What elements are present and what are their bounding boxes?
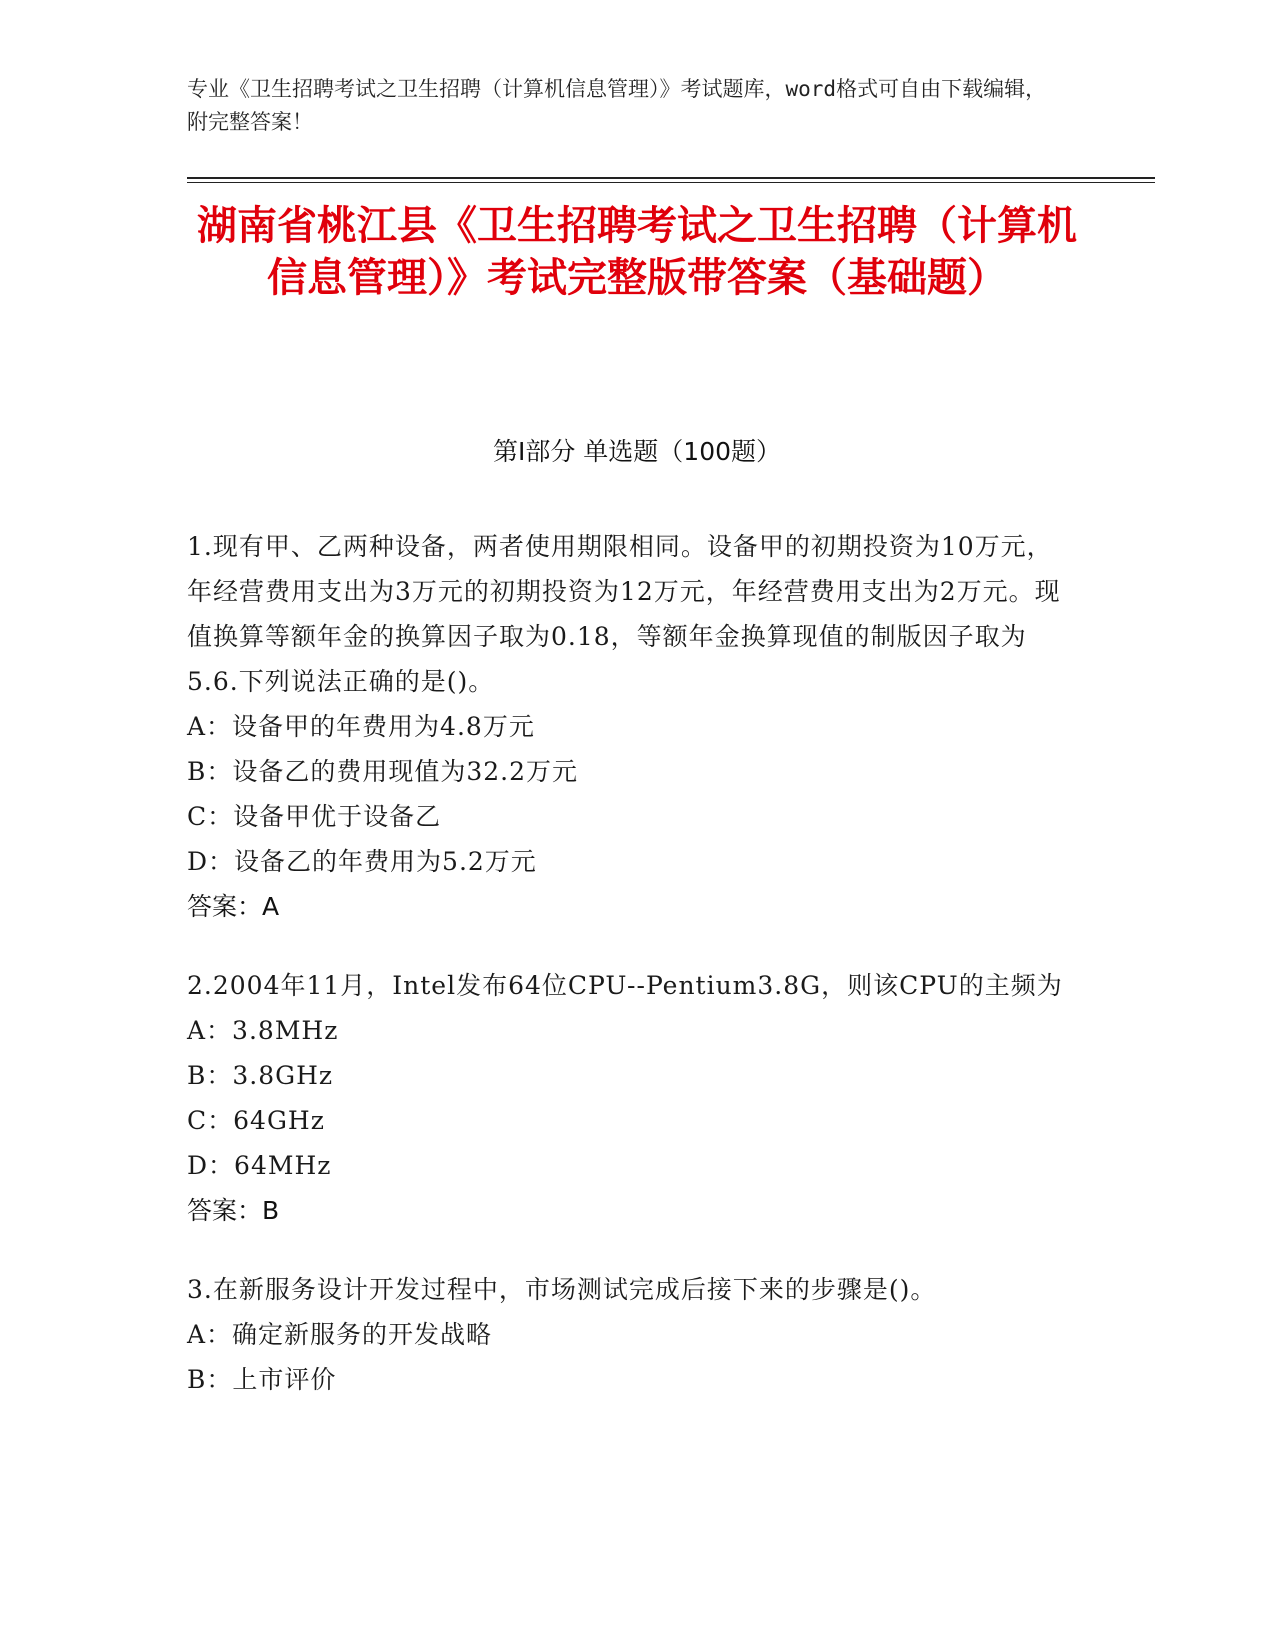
option-c: C：64GHz — [187, 1106, 325, 1135]
header-divider — [187, 177, 1155, 179]
option-a: A：设备甲的年费用为4.8万元 — [187, 712, 535, 741]
question-list — [187, 524, 1067, 1436]
option-b: B：3.8GHz — [187, 1061, 334, 1090]
option-b: B：设备乙的费用现值为32.2万元 — [187, 757, 579, 786]
answer-line: 答案：B — [187, 1196, 280, 1225]
answer-line: 答案：A — [187, 892, 280, 921]
question-1 — [187, 524, 1067, 929]
document-title: 湖南省桃江县《卫生招聘考试之卫生招聘（计算机信息管理）》考试完整版带答案（基础题） — [197, 203, 1077, 301]
question-text: 1.现有甲、乙两种设备，两者使用期限相同。设备甲的初期投资为10万元，年经营费用支出为3万元的初期投资为12万元，年经营费用支出为2万元。现值换算等额年金的换算因子取为0.18，等额年金换算现值的制版因子取为5.6.下列说法正确的是()。 — [187, 532, 1061, 696]
header-note: 专业《卫生招聘考试之卫生招聘（计算机信息管理）》考试题库，word格式可自由下载编辑，附完整答案！ — [187, 77, 1047, 134]
section-heading: 第Ⅰ部分 单选题（100题） — [492, 437, 782, 466]
option-d: D：设备乙的年费用为5.2万元 — [187, 847, 537, 876]
option-c: C：设备甲优于设备乙 — [187, 802, 442, 831]
question-text: 3.在新服务设计开发过程中，市场测试完成后接下来的步骤是()。 — [187, 1275, 937, 1304]
option-a: A：3.8MHz — [187, 1016, 339, 1045]
question-3 — [187, 1267, 1067, 1402]
header-divider-thin — [187, 182, 1155, 183]
question-text: 2.2004年11月，Intel发布64位CPU--Pentium3.8G，则该CPU的主频为 — [187, 971, 1063, 1000]
option-a: A：确定新服务的开发战略 — [187, 1320, 493, 1349]
option-d: D：64MHz — [187, 1151, 332, 1180]
question-2 — [187, 963, 1067, 1233]
option-b: B：上市评价 — [187, 1365, 337, 1394]
